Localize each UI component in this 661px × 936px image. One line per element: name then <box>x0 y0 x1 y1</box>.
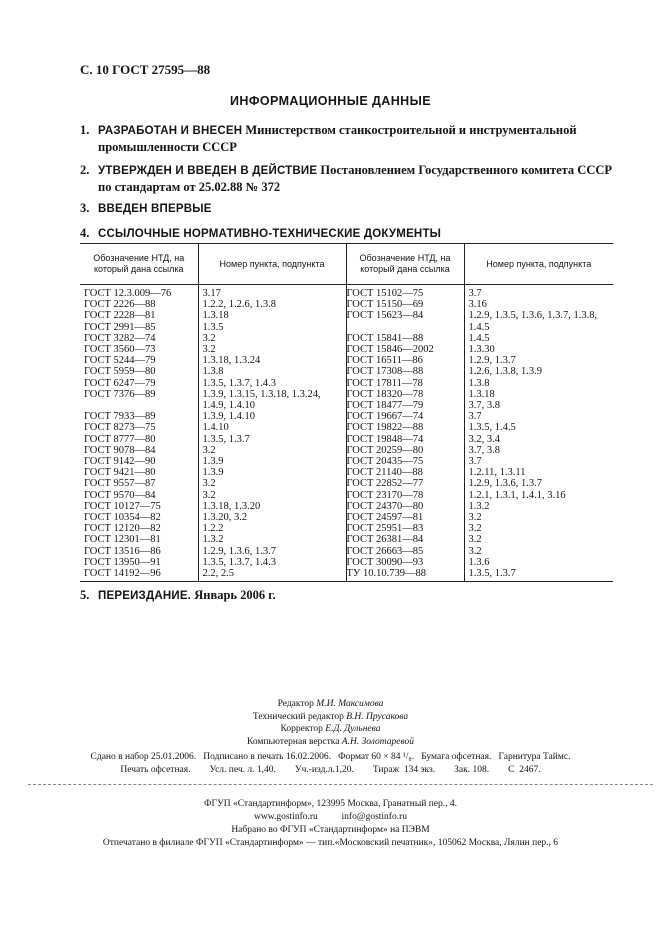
column-header: Номер пункта, подпункта <box>198 244 346 285</box>
section-text: Министерством станкостроительной и инструментальной промышленности СССР <box>98 123 577 154</box>
table-row <box>80 478 613 489</box>
ntd-designation-cell: ГОСТ 15846—2002 <box>346 344 464 355</box>
table-row <box>80 299 613 310</box>
clause-number-cell: 1.3.18 <box>198 310 346 321</box>
section-number: 4. <box>80 226 90 240</box>
clause-number-cell: 1.3.18, 1.3.24 <box>198 355 346 366</box>
clause-number-cell: 3.7 <box>468 456 482 468</box>
section-text: Постановлением Государственного комитета СССР по стандартам от 25.02.88 № 372 <box>98 163 613 194</box>
credit-line <box>0 736 661 749</box>
clause-number-cell: 1.3.18 <box>468 388 495 400</box>
page-header: С. 10 ГОСТ 27595—88 <box>80 62 211 77</box>
publisher-line-4: Отпечатано в филиале ФГУП «Стандартинформ» — тип.«Московский печатник», 105062 Москва, Лялин пер., 6 <box>102 838 559 848</box>
ntd-designation-cell: ГОСТ 6247—79 <box>80 378 198 389</box>
clause-number-cell: 1.3.18, 1.3.20 <box>198 501 346 512</box>
ntd-designation-cell: ГОСТ 2991—85 <box>80 322 198 333</box>
credit-name: М.И. Максимова <box>316 699 384 709</box>
table-row <box>80 322 613 333</box>
references-table <box>80 243 613 582</box>
table-row <box>80 366 613 377</box>
credit-role: Компьютерная верстка <box>246 736 340 747</box>
ntd-designation-cell: ГОСТ 5959—80 <box>80 366 198 377</box>
clause-number-cell: 1.3.9, 1.4.10 <box>198 411 346 422</box>
section-heading: РАЗРАБОТАН И ВНЕСЕН <box>98 125 243 137</box>
table-row <box>80 557 613 568</box>
section-2 <box>80 162 620 195</box>
column-header: Номер пункта, подпункта <box>464 244 613 285</box>
ntd-designation-cell: ГОСТ 26663—85 <box>346 546 464 557</box>
ntd-designation-cell: ГОСТ 19848—74 <box>346 434 464 445</box>
clause-number-cell: 3.7 <box>468 288 482 299</box>
clause-number-cell: 3.2 <box>198 344 346 355</box>
ntd-designation-cell: ГОСТ 24597—81 <box>346 512 464 523</box>
ntd-designation-cell: ГОСТ 15102—75 <box>346 285 464 300</box>
table-row <box>80 523 613 534</box>
clause-number-cell: 1.3.20, 3.2 <box>198 512 346 523</box>
section-heading: ССЫЛОЧНЫЕ НОРМАТИВНО-ТЕХНИЧЕСКИЕ ДОКУМЕНТЫ <box>98 228 442 240</box>
credit-line <box>0 723 661 736</box>
clause-number-cell: 1.3.9 <box>198 456 346 467</box>
table-row <box>80 568 613 582</box>
ntd-designation-cell: ГОСТ 20435—75 <box>346 456 464 467</box>
clause-number-cell: 3.2 <box>198 490 346 501</box>
dashed-divider <box>28 784 653 785</box>
credit-name: А.Н. Золотаревой <box>341 736 415 747</box>
ntd-designation-cell: ГОСТ 16511—86 <box>346 355 464 366</box>
ntd-designation-cell: ГОСТ 17308—88 <box>346 366 464 377</box>
clause-number-cell: 1.2.9, 1.3.5, 1.3.6, 1.3.7, 1.3.8, <box>468 310 598 322</box>
credit-name: Е.Д. Дульнева <box>325 724 381 734</box>
ntd-designation-cell: ГОСТ 12120—82 <box>80 523 198 534</box>
ntd-designation-cell: ГОСТ 5244—79 <box>80 355 198 366</box>
clause-number-cell: 1.4.10 <box>198 422 346 433</box>
table-row <box>80 501 613 512</box>
ntd-designation-cell: ГОСТ 19822—88 <box>346 422 464 433</box>
ntd-designation-cell: ГОСТ 7376—89 <box>80 389 198 400</box>
ntd-designation-cell: ГОСТ 18477—79 <box>346 400 464 411</box>
clause-number-cell: 3.2 <box>198 333 346 344</box>
clause-number-cell: 1.3.6 <box>468 556 490 568</box>
ntd-designation-cell: ГОСТ 2228—81 <box>80 310 198 321</box>
clause-number-cell: 1.3.9 <box>198 467 346 478</box>
ntd-designation-cell: ГОСТ 9570—84 <box>80 490 198 501</box>
clause-number-cell: 1.2.11, 1.3.11 <box>468 467 526 479</box>
section-heading: УТВЕРЖДЕН И ВВЕДЕН В ДЕЙСТВИЕ <box>98 165 318 177</box>
clause-number-cell: 1.2.2, 1.2.6, 1.3.8 <box>198 299 346 310</box>
imprint-line-1: Сдано в набор 25.01.2006. Подписано в печать 16.02.2006. Формат 60 × 84 ¹/₈. Бумага офсетная. Гарнитура Таймс. <box>90 752 571 762</box>
ntd-designation-cell: ГОСТ 15623—84 <box>346 310 464 321</box>
column-header: Обозначение НТД, на который дана ссылка <box>346 244 464 285</box>
ntd-designation-cell: ГОСТ 13950—91 <box>80 557 198 568</box>
table-row <box>80 285 613 300</box>
clause-number-cell: 1.3.5, 1.3.7, 1.4.3 <box>198 557 346 568</box>
clause-number-cell: 1.2.2 <box>198 523 346 534</box>
table-row <box>80 378 613 389</box>
ntd-designation-cell: ГОСТ 9078—84 <box>80 445 198 456</box>
clause-number-cell: 1.2.9, 1.3.6, 1.3.7 <box>468 478 542 490</box>
section-number: 3. <box>80 201 90 215</box>
column-header: Обозначение НТД, на который дана ссылка <box>80 244 198 285</box>
table-row <box>80 355 613 366</box>
clause-number-cell: 1.3.2 <box>468 500 490 512</box>
clause-number-cell: 1.3.5, 1.4.5 <box>468 422 516 434</box>
section-4 <box>80 225 620 242</box>
table-row <box>80 534 613 545</box>
clause-number-cell: 1.4.5 <box>468 332 490 344</box>
table-row <box>80 400 613 411</box>
clause-number-cell: 3.2 <box>198 445 346 456</box>
publisher-line-2: www.gostinfo.ru info@gostinfo.ru <box>254 812 407 822</box>
section-heading: ВВЕДЕН ВПЕРВЫЕ <box>98 203 212 215</box>
ntd-designation-cell: ГОСТ 22852—77 <box>346 478 464 489</box>
clause-number-cell: 1.3.5, 1.3.7 <box>464 568 613 582</box>
ntd-designation-cell: ГОСТ 24370—80 <box>346 501 464 512</box>
credit-role: Редактор <box>277 699 314 709</box>
clause-number-cell: 1.3.5 <box>198 322 346 333</box>
credit-line <box>0 711 661 724</box>
ntd-designation-cell: ГОСТ 13516—86 <box>80 546 198 557</box>
table-header-row <box>80 244 613 285</box>
section-1 <box>80 122 620 155</box>
table-row <box>80 422 613 433</box>
clause-number-cell: 3.2 <box>468 534 482 546</box>
section-heading: ПЕРЕИЗДАНИЕ. <box>98 590 192 602</box>
ntd-designation-cell: ГОСТ 14192—96 <box>80 568 198 582</box>
table-row <box>80 490 613 501</box>
clause-number-cell: 3.7, 3.8 <box>468 400 500 412</box>
clause-number-cell: 1.4.5 <box>468 321 490 333</box>
clause-number-cell: 3.2 <box>468 523 482 535</box>
section-number: 5. <box>80 588 90 602</box>
clause-number-cell: 1.2.9, 1.3.7 <box>468 355 516 367</box>
clause-number-cell: 1.4.9, 1.4.10 <box>198 400 346 411</box>
section-3 <box>80 200 620 217</box>
ntd-designation-cell: ГОСТ 7933—89 <box>80 411 198 422</box>
table-row <box>80 456 613 467</box>
ntd-designation-cell: ГОСТ 8777—80 <box>80 434 198 445</box>
credit-role: Технический редактор <box>252 711 344 722</box>
ntd-designation-cell: ГОСТ 25951—83 <box>346 523 464 534</box>
ntd-designation-cell: ГОСТ 8273—75 <box>80 422 198 433</box>
clause-number-cell: 3.16 <box>468 299 487 311</box>
table-row <box>80 333 613 344</box>
clause-number-cell: 1.3.5, 1.3.7 <box>198 434 346 445</box>
ntd-designation-cell: ГОСТ 20259—80 <box>346 445 464 456</box>
clause-number-cell: 3.7, 3.8 <box>468 444 500 456</box>
clause-number-cell: 1.3.5, 1.3.7, 1.4.3 <box>198 378 346 389</box>
ntd-designation-cell: ГОСТ 15841—88 <box>346 333 464 344</box>
ntd-designation-cell: ГОСТ 18320—78 <box>346 389 464 400</box>
publisher-line-3: Набрано во ФГУП «Стандартинформ» на ПЭВМ <box>231 825 430 835</box>
table-row <box>80 467 613 478</box>
ntd-designation-cell <box>346 322 464 333</box>
ntd-designation-cell <box>80 400 198 411</box>
table-row <box>80 434 613 445</box>
clause-number-cell: 2.2, 2.5 <box>198 568 346 582</box>
clause-number-cell: 3.7 <box>468 411 482 423</box>
ntd-designation-cell: ГОСТ 23170—78 <box>346 490 464 501</box>
table-row <box>80 512 613 523</box>
ntd-designation-cell: ГОСТ 12301—81 <box>80 534 198 545</box>
table-row <box>80 389 613 400</box>
ntd-designation-cell: ГОСТ 9142—90 <box>80 456 198 467</box>
ntd-designation-cell: ГОСТ 9421—80 <box>80 467 198 478</box>
ntd-designation-cell: ГОСТ 12.3.009—76 <box>80 285 198 300</box>
section-number: 2. <box>80 163 90 177</box>
clause-number-cell: 1.3.30 <box>468 344 495 356</box>
ntd-designation-cell: ГОСТ 30090—93 <box>346 557 464 568</box>
ntd-designation-cell: ГОСТ 10354—82 <box>80 512 198 523</box>
ntd-designation-cell: ТУ 10.10.739—88 <box>346 568 464 582</box>
ntd-designation-cell: ГОСТ 17811—78 <box>346 378 464 389</box>
clause-number-cell: 1.2.1, 1.3.1, 1.4.1, 3.16 <box>468 489 566 501</box>
ntd-designation-cell: ГОСТ 10127—75 <box>80 501 198 512</box>
credit-line <box>0 698 661 711</box>
ntd-designation-cell: ГОСТ 3560—73 <box>80 344 198 355</box>
ntd-designation-cell: ГОСТ 21140—88 <box>346 467 464 478</box>
clause-number-cell: 1.3.9, 1.3.15, 1.3.18, 1.3.24, <box>198 389 346 400</box>
clause-number-cell: 3.2, 3.4 <box>468 433 500 445</box>
ntd-designation-cell: ГОСТ 2226—88 <box>80 299 198 310</box>
table-body <box>80 285 613 582</box>
clause-number-cell: 3.2 <box>198 478 346 489</box>
clause-number-cell: 3.17 <box>198 285 346 300</box>
table-row <box>80 546 613 557</box>
clause-number-cell: 3.2 <box>468 512 482 524</box>
imprint-line-2: Печать офсетная. Усл. печ. л. 1,40. Уч.-изд.л.1,20. Тираж 134 экз. Зак. 108. С 2467. <box>120 765 541 775</box>
ntd-designation-cell: ГОСТ 15150—69 <box>346 299 464 310</box>
clause-number-cell: 1.2.6, 1.3.8, 1.3.9 <box>468 366 542 378</box>
credit-role: Корректор <box>280 724 323 734</box>
clause-number-cell: 1.3.8 <box>468 377 490 389</box>
section-text: Январь 2006 г. <box>191 588 276 602</box>
section-number: 1. <box>80 123 90 137</box>
table-row <box>80 411 613 422</box>
section-5 <box>80 587 620 604</box>
table-row <box>80 310 613 321</box>
ntd-designation-cell: ГОСТ 19667—74 <box>346 411 464 422</box>
credit-name: В.Н. Прусакова <box>346 711 409 722</box>
table-row <box>80 344 613 355</box>
table-row <box>80 445 613 456</box>
clause-number-cell: 3.2 <box>468 545 482 557</box>
ntd-designation-cell: ГОСТ 3282—74 <box>80 333 198 344</box>
clause-number-cell: 1.3.2 <box>198 534 346 545</box>
clause-number-cell: 1.3.8 <box>198 366 346 377</box>
page-title: ИНФОРМАЦИОННЫЕ ДАННЫЕ <box>230 94 431 108</box>
ntd-designation-cell: ГОСТ 9557—87 <box>80 478 198 489</box>
ntd-designation-cell: ГОСТ 26381—84 <box>346 534 464 545</box>
credits-block <box>0 698 661 748</box>
publisher-line-1: ФГУП «Стандартинформ», 123995 Москва, Гранатный пер., 4. <box>203 799 458 809</box>
clause-number-cell: 1.2.9, 1.3.6, 1.3.7 <box>198 546 346 557</box>
